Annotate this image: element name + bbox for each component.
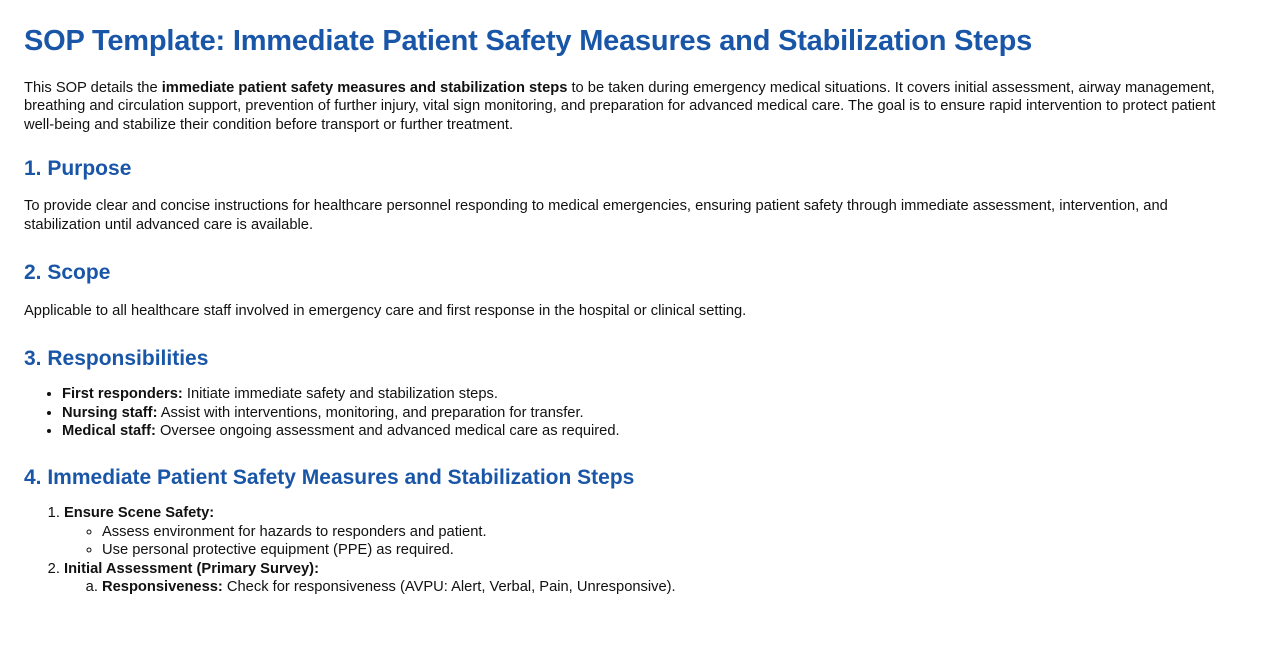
list-item: ◦ Use personal protective equipment (PPE) as required. [102,541,1239,560]
list-item [64,504,1239,560]
intro-after: to be taken during emergency medical situations. It covers initial assessment, airway management, breathing and circulation support, prevention of further injury, vital sign monitoring, and preparation for advanced medical care. The goal is to ensure rapid intervention to protect patient well-being and stabilize their condition before transport or further treatment. [24,79,1216,133]
list-item-label: First responders: [62,386,183,403]
list-item-label: Initial Assessment (Primary Survey): [64,560,319,577]
section-heading-purpose: 1. Purpose [24,157,132,181]
immediate-measures-list [24,504,1239,597]
list-item [62,404,1239,423]
section-paragraph-scope: Applicable to all healthcare staff involved in emergency care and first response in the hospital or clinical setting. [24,302,747,319]
list-item-text: Check for responsiveness (AVPU: Alert, Verbal, Pain, Unresponsive). [222,579,676,596]
section-paragraph-purpose: To provide clear and concise instructions for healthcare personnel responding to medical emergencies, ensuring patient safety through immediate assessment, intervention, and stabilization until advanced care is available. [24,198,1168,233]
section-heading-scope: 2. Scope [24,261,111,285]
list-item-text: Oversee ongoing assessment and advanced medical care as required. [155,423,620,440]
section-heading-responsibilities: 3. Responsibilities [24,347,209,371]
list-item-label: Medical staff: [62,423,156,440]
list-item [62,385,1239,404]
responsibilities-list [24,385,1239,441]
intro-paragraph [24,79,1239,135]
list-item-text: Assist with interventions, monitoring, and preparation for transfer. [157,404,584,421]
list-item-label: Ensure Scene Safety: [64,505,215,522]
list-item [102,578,1239,597]
list-item [62,422,1239,441]
list-item-label: Nursing staff: [62,404,158,421]
page-title: SOP Template: Immediate Patient Safety Measures and Stabilization Steps [24,25,1033,57]
list-item [64,560,1239,597]
list-item-text: Initiate immediate safety and stabilization steps. [182,386,498,403]
sublist-scene-safety [64,523,1239,560]
list-item: ◦ Assess environment for hazards to responders and patient. [102,523,1239,542]
intro-bold: immediate patient safety measures and stabilization steps [161,79,568,96]
section-heading-immediate-measures: 4. Immediate Patient Safety Measures and Stabilization Steps [24,465,635,489]
list-item-label: Responsiveness: [102,579,223,596]
sublist-initial-assessment [64,578,1239,597]
intro-before: This SOP details the [24,79,162,96]
